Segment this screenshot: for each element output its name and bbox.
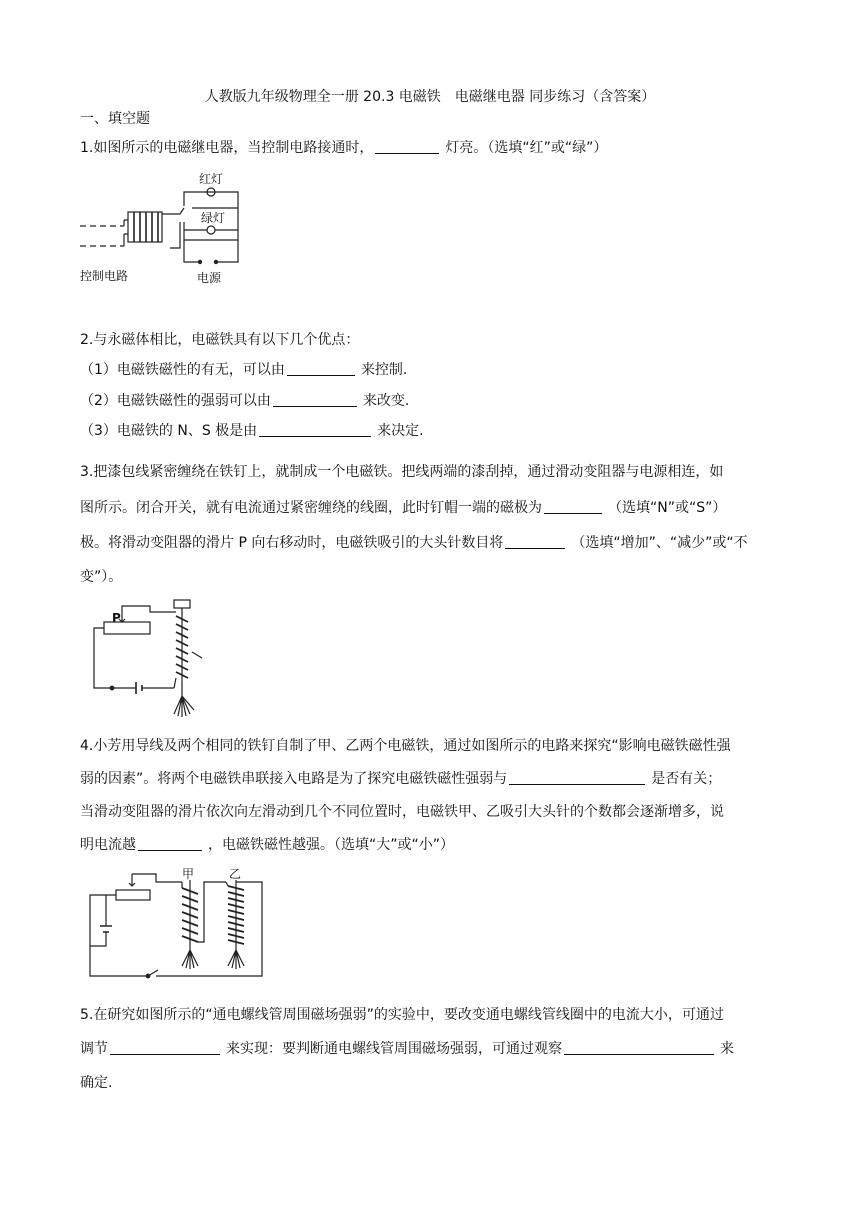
q4-line-2-a: 弱的因素”。将两个电磁铁串联接入电路是为了探究电磁铁磁性强弱与 — [80, 771, 508, 787]
q5-line-2-c: 来 — [720, 1041, 734, 1057]
slider-label-p: P — [112, 611, 121, 625]
q3-line-3-b: （选填“增加”、“减少”或“不 — [571, 535, 748, 551]
question-1 — [80, 137, 607, 157]
q4-line-1: 4.小芳用导线及两个相同的铁钉自制了甲、乙两个电磁铁，通过如图所示的电路来探究“影响电磁铁磁性强 — [80, 738, 731, 754]
question-2: 2.与永磁体相比，电磁铁具有以下几个优点： — [80, 332, 360, 348]
q2-item-3-blank — [259, 423, 371, 437]
q3-line-3 — [80, 532, 748, 552]
q5-line-3: 确定. — [80, 1075, 113, 1091]
magnet-yi-label: 乙 — [229, 867, 242, 881]
q5-line-2 — [80, 1038, 734, 1058]
q3-line-2-a: 图所示。闭合开关，就有电流通过紧密缠绕的线圈，此时钉帽一端的磁极为 — [80, 500, 542, 516]
rheostat — [104, 622, 150, 634]
q1-blank — [375, 140, 439, 154]
magnet-jia-label: 甲 — [182, 867, 195, 881]
q3-line-2-b: （选填“N”或“S”） — [608, 500, 727, 516]
q5-line-2-b: 来实现：要判断通电螺线管周围磁场强弱，可通过观察 — [226, 1041, 562, 1057]
two-electromagnets-diagram — [86, 866, 266, 984]
electromagnet-rheostat-diagram — [84, 592, 208, 720]
q4-line-3: 当滑动变阻器的滑片依次向左滑动到几个不同位置时，电磁铁甲、乙吸引大头针的个数都会逐渐增多，说 — [80, 804, 724, 820]
control-circuit-label: 控制电路 — [80, 269, 129, 283]
q4-line-4 — [80, 834, 454, 854]
q3-line-3-a: 极。将滑动变阻器的滑片 P 向右移动时，电磁铁吸引的大头针数目将 — [80, 535, 504, 551]
q3-line-1: 3.把漆包线紧密缠绕在铁钉上，就制成一个电磁铁。把线两端的漆刮掉，通过滑动变阻器与电源相连，如 — [80, 464, 724, 480]
q2-item-3-b: 来决定. — [377, 423, 424, 439]
red-lamp-label: 红灯 — [199, 172, 224, 186]
q2-item-2-b: 来改变. — [362, 393, 410, 409]
q5-blank-2 — [564, 1041, 714, 1055]
q4-line-4-b: ，电磁铁磁性越强。（选填“大”或“小”） — [208, 837, 455, 853]
relay-diagram — [80, 168, 270, 290]
q2-item-1 — [80, 359, 407, 379]
q2-item-2-a: （2）电磁铁磁性的强弱可以由 — [80, 393, 271, 409]
q5-blank-1 — [110, 1041, 220, 1055]
rheostat-2 — [116, 890, 150, 900]
q4-line-2 — [80, 768, 721, 788]
q2-item-3-a: （3）电磁铁的 N、S 极是由 — [80, 423, 258, 439]
q4-line-2-b: 是否有关； — [651, 771, 722, 787]
q2-item-2-blank — [273, 393, 357, 407]
q3-line-2 — [80, 497, 726, 517]
nail-head — [174, 600, 190, 608]
q2-item-1-a: （1）电磁铁磁性的有无，可以由 — [80, 362, 285, 378]
section-heading: 一、填空题 — [80, 111, 150, 127]
power-supply-label: 电源 — [197, 271, 222, 285]
q3-blank-1 — [544, 500, 602, 514]
q1-text-a: 1.如图所示的电磁继电器，当控制电路接通时， — [80, 140, 374, 156]
document-title: 人教版九年级物理全一册 20.3 电磁铁 电磁继电器 同步练习（含答案） — [204, 89, 656, 105]
q5-line-1: 5.在研究如图所示的“通电螺线管周围磁场强弱”的实验中，要改变通电螺线管线圈中的电流大小，可通过 — [80, 1007, 724, 1023]
q4-line-4-a: 明电流越 — [80, 837, 136, 853]
q2-item-1-blank — [287, 362, 355, 376]
q3-line-4: 变”）。 — [80, 569, 123, 585]
relay-coil-frame — [128, 212, 162, 242]
q4-blank-2 — [138, 837, 202, 851]
green-lamp-label: 绿灯 — [201, 211, 226, 225]
q4-blank-1 — [509, 771, 645, 785]
q2-item-2 — [80, 390, 409, 410]
q2-item-3 — [80, 420, 424, 440]
q5-line-2-a: 调节 — [80, 1041, 108, 1057]
q2-item-1-b: 来控制. — [360, 362, 408, 378]
q3-blank-2 — [505, 535, 565, 549]
q1-text-b: 灯亮。（选填“红”或“绿”） — [445, 140, 608, 156]
